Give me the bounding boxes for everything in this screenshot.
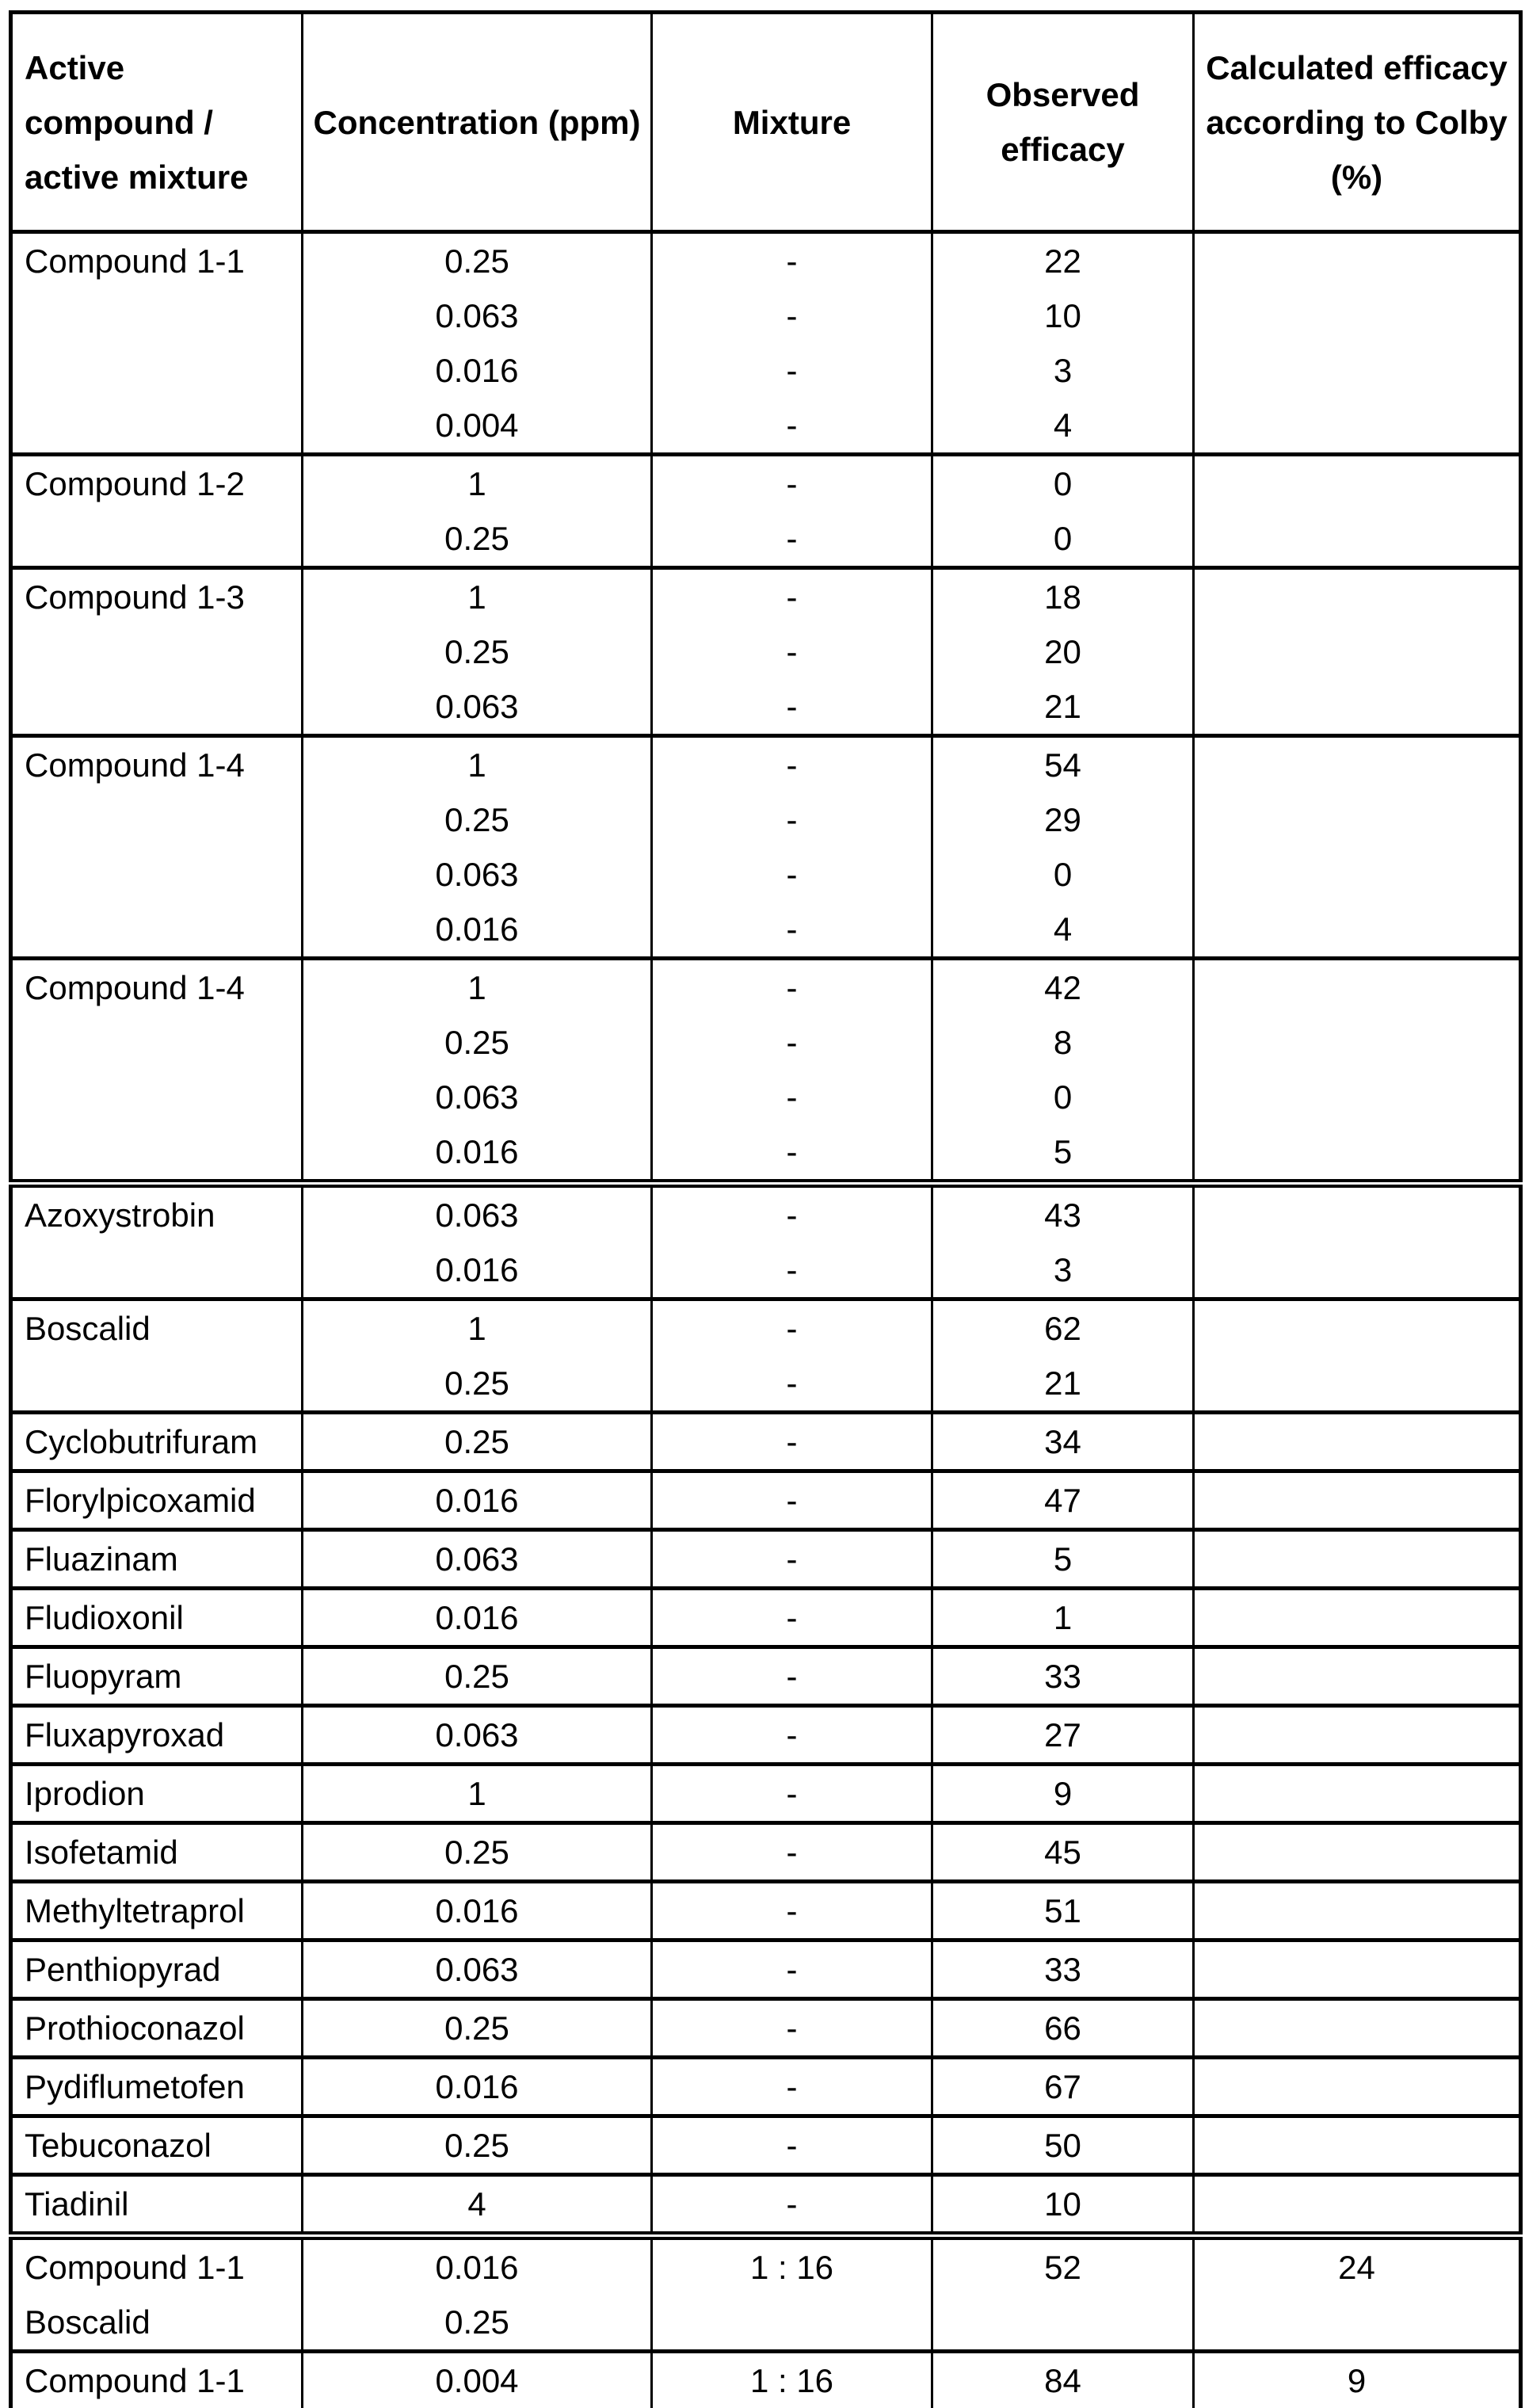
mixture-cell: - — [652, 679, 932, 736]
table-row — [11, 1706, 1521, 1765]
calculated-efficacy-cell — [1194, 1882, 1521, 1941]
table-row — [11, 1015, 1521, 1070]
calculated-efficacy-cell — [1194, 288, 1521, 343]
compound-cell: Compound 1-3 — [11, 568, 303, 625]
compound-cell — [11, 1124, 303, 1184]
compound-cell — [11, 511, 303, 568]
table-row — [11, 679, 1521, 736]
mixture-cell: - — [652, 1070, 932, 1124]
mixture-cell: - — [652, 1706, 932, 1765]
compound-cell: Azoxystrobin — [11, 1184, 303, 1243]
observed-efficacy-cell: 33 — [932, 1941, 1194, 1999]
calculated-efficacy-cell — [1194, 624, 1521, 679]
compound-cell: Fludioxonil — [11, 1589, 303, 1647]
mixture-cell: - — [652, 1413, 932, 1471]
concentration-cell: 1 — [303, 736, 652, 793]
compound-cell: Compound 1-4 — [11, 736, 303, 793]
mixture-cell: - — [652, 2116, 932, 2175]
table-row — [11, 2116, 1521, 2175]
observed-efficacy-cell — [932, 2295, 1194, 2352]
table-row — [11, 2352, 1521, 2408]
mixture-cell: - — [652, 792, 932, 847]
mixture-cell: - — [652, 1765, 932, 1823]
mixture-cell: - — [652, 1941, 932, 1999]
observed-efficacy-cell: 5 — [932, 1530, 1194, 1589]
table-row — [11, 398, 1521, 455]
calculated-efficacy-cell — [1194, 1413, 1521, 1471]
compound-cell: Fluxapyroxad — [11, 1706, 303, 1765]
observed-efficacy-cell: 4 — [932, 902, 1194, 959]
table-row — [11, 2295, 1521, 2352]
table-row — [11, 1589, 1521, 1647]
calculated-efficacy-cell — [1194, 1070, 1521, 1124]
mixture-cell: - — [652, 624, 932, 679]
table-row — [11, 1823, 1521, 1882]
calculated-efficacy-cell — [1194, 1941, 1521, 1999]
compound-cell — [11, 1242, 303, 1299]
observed-efficacy-cell: 33 — [932, 1647, 1194, 1706]
observed-efficacy-cell: 34 — [932, 1413, 1194, 1471]
table-row — [11, 1356, 1521, 1413]
concentration-cell: 0.25 — [303, 1647, 652, 1706]
table-row — [11, 2058, 1521, 2116]
mixture-cell: - — [652, 1882, 932, 1941]
calculated-efficacy-cell — [1194, 2295, 1521, 2352]
table-row — [11, 1999, 1521, 2058]
compound-cell — [11, 288, 303, 343]
header-compound: Active compound / active mixture — [11, 13, 303, 232]
observed-efficacy-cell: 0 — [932, 455, 1194, 512]
observed-efficacy-cell: 8 — [932, 1015, 1194, 1070]
concentration-cell: 0.25 — [303, 232, 652, 289]
calculated-efficacy-cell — [1194, 792, 1521, 847]
calculated-efficacy-cell — [1194, 511, 1521, 568]
table-row — [11, 288, 1521, 343]
mixture-cell: - — [652, 1299, 932, 1357]
calculated-efficacy-cell — [1194, 1589, 1521, 1647]
header-mixture: Mixture — [652, 13, 932, 232]
mixture-cell: - — [652, 1356, 932, 1413]
observed-efficacy-cell: 50 — [932, 2116, 1194, 2175]
concentration-cell: 0.063 — [303, 1941, 652, 1999]
table-row — [11, 1647, 1521, 1706]
calculated-efficacy-cell — [1194, 679, 1521, 736]
calculated-efficacy-cell — [1194, 2116, 1521, 2175]
compound-cell — [11, 847, 303, 902]
concentration-cell: 0.016 — [303, 1242, 652, 1299]
compound-cell — [11, 343, 303, 398]
table-row — [11, 343, 1521, 398]
concentration-cell: 0.016 — [303, 343, 652, 398]
mixture-cell: - — [652, 1184, 932, 1243]
header-calculated-efficacy: Calculated efficacy according to Colby (%) — [1194, 13, 1521, 232]
observed-efficacy-cell: 3 — [932, 1242, 1194, 1299]
compound-cell — [11, 398, 303, 455]
calculated-efficacy-cell — [1194, 1765, 1521, 1823]
concentration-cell: 0.016 — [303, 1471, 652, 1530]
compound-cell: Boscalid — [11, 2295, 303, 2352]
compound-cell: Pydiflumetofen — [11, 2058, 303, 2116]
table-row — [11, 1530, 1521, 1589]
concentration-cell: 1 — [303, 568, 652, 625]
table-row — [11, 568, 1521, 625]
compound-cell — [11, 792, 303, 847]
observed-efficacy-cell: 0 — [932, 511, 1194, 568]
compound-cell: Tebuconazol — [11, 2116, 303, 2175]
calculated-efficacy-cell — [1194, 1823, 1521, 1882]
calculated-efficacy-cell — [1194, 343, 1521, 398]
concentration-cell: 0.016 — [303, 1882, 652, 1941]
compound-cell: Boscalid — [11, 1299, 303, 1357]
mixture-cell: - — [652, 398, 932, 455]
compound-cell — [11, 1356, 303, 1413]
mixture-cell: - — [652, 1242, 932, 1299]
concentration-cell: 0.063 — [303, 288, 652, 343]
compound-cell: Florylpicoxamid — [11, 1471, 303, 1530]
concentration-cell: 0.004 — [303, 398, 652, 455]
efficacy-table — [9, 10, 1523, 2408]
header-row — [11, 13, 1521, 232]
observed-efficacy-cell: 10 — [932, 2175, 1194, 2236]
compound-cell — [11, 1070, 303, 1124]
observed-efficacy-cell: 66 — [932, 1999, 1194, 2058]
observed-efficacy-cell: 45 — [932, 1823, 1194, 1882]
concentration-cell: 0.016 — [303, 902, 652, 959]
calculated-efficacy-cell — [1194, 1184, 1521, 1243]
compound-cell: Iprodion — [11, 1765, 303, 1823]
concentration-cell: 0.25 — [303, 2116, 652, 2175]
mixture-cell: - — [652, 736, 932, 793]
observed-efficacy-cell: 43 — [932, 1184, 1194, 1243]
table-row — [11, 1765, 1521, 1823]
compound-cell: Tiadinil — [11, 2175, 303, 2236]
calculated-efficacy-cell: 24 — [1194, 2236, 1521, 2295]
compound-cell — [11, 679, 303, 736]
observed-efficacy-cell: 47 — [932, 1471, 1194, 1530]
observed-efficacy-cell: 67 — [932, 2058, 1194, 2116]
table-row — [11, 511, 1521, 568]
observed-efficacy-cell: 29 — [932, 792, 1194, 847]
calculated-efficacy-cell — [1194, 1647, 1521, 1706]
mixture-cell: - — [652, 1589, 932, 1647]
calculated-efficacy-cell — [1194, 1015, 1521, 1070]
concentration-cell: 0.016 — [303, 1124, 652, 1184]
concentration-cell: 0.063 — [303, 679, 652, 736]
observed-efficacy-cell: 42 — [932, 959, 1194, 1016]
concentration-cell: 0.25 — [303, 1356, 652, 1413]
observed-efficacy-cell: 18 — [932, 568, 1194, 625]
concentration-cell: 4 — [303, 2175, 652, 2236]
observed-efficacy-cell: 20 — [932, 624, 1194, 679]
compound-cell: Compound 1-2 — [11, 455, 303, 512]
observed-efficacy-cell: 62 — [932, 1299, 1194, 1357]
table-row — [11, 2236, 1521, 2295]
mixture-cell: 1 : 16 — [652, 2352, 932, 2408]
mixture-cell: - — [652, 455, 932, 512]
calculated-efficacy-cell — [1194, 1242, 1521, 1299]
header-concentration: Concentration (ppm) — [303, 13, 652, 232]
compound-cell: Fluazinam — [11, 1530, 303, 1589]
compound-cell: Compound 1-1 — [11, 2236, 303, 2295]
mixture-cell: - — [652, 959, 932, 1016]
observed-efficacy-cell: 3 — [932, 343, 1194, 398]
mixture-cell: - — [652, 1015, 932, 1070]
concentration-cell: 0.25 — [303, 624, 652, 679]
mixture-cell: - — [652, 1647, 932, 1706]
concentration-cell: 1 — [303, 959, 652, 1016]
table-row — [11, 1471, 1521, 1530]
mixture-cell: - — [652, 1124, 932, 1184]
observed-efficacy-cell: 9 — [932, 1765, 1194, 1823]
mixture-cell: - — [652, 1471, 932, 1530]
observed-efficacy-cell: 52 — [932, 2236, 1194, 2295]
observed-efficacy-cell: 0 — [932, 1070, 1194, 1124]
compound-cell — [11, 624, 303, 679]
calculated-efficacy-cell — [1194, 847, 1521, 902]
observed-efficacy-cell: 22 — [932, 232, 1194, 289]
concentration-cell: 0.063 — [303, 1706, 652, 1765]
calculated-efficacy-cell — [1194, 959, 1521, 1016]
compound-cell: Cyclobutrifuram — [11, 1413, 303, 1471]
concentration-cell: 0.063 — [303, 1070, 652, 1124]
calculated-efficacy-cell — [1194, 1999, 1521, 2058]
compound-cell: Isofetamid — [11, 1823, 303, 1882]
compound-cell: Prothioconazol — [11, 1999, 303, 2058]
calculated-efficacy-cell — [1194, 568, 1521, 625]
concentration-cell: 0.016 — [303, 2236, 652, 2295]
table-row — [11, 847, 1521, 902]
compound-cell: Penthiopyrad — [11, 1941, 303, 1999]
concentration-cell: 0.25 — [303, 792, 652, 847]
concentration-cell: 0.25 — [303, 1999, 652, 2058]
calculated-efficacy-cell — [1194, 1471, 1521, 1530]
observed-efficacy-cell: 4 — [932, 398, 1194, 455]
calculated-efficacy-cell — [1194, 1299, 1521, 1357]
mixture-cell: - — [652, 343, 932, 398]
mixture-cell: - — [652, 847, 932, 902]
calculated-efficacy-cell: 9 — [1194, 2352, 1521, 2408]
table-row — [11, 959, 1521, 1016]
mixture-cell — [652, 2295, 932, 2352]
mixture-cell: - — [652, 1823, 932, 1882]
concentration-cell: 0.25 — [303, 511, 652, 568]
table-row — [11, 1413, 1521, 1471]
calculated-efficacy-cell — [1194, 1356, 1521, 1413]
mixture-cell: - — [652, 1530, 932, 1589]
calculated-efficacy-cell — [1194, 902, 1521, 959]
table-row — [11, 736, 1521, 793]
header-observed-efficacy: Observed efficacy — [932, 13, 1194, 232]
table-row — [11, 1882, 1521, 1941]
table-row — [11, 1124, 1521, 1184]
observed-efficacy-cell: 5 — [932, 1124, 1194, 1184]
concentration-cell: 0.016 — [303, 2058, 652, 2116]
table-row — [11, 455, 1521, 512]
mixture-cell: - — [652, 902, 932, 959]
mixture-cell: - — [652, 1999, 932, 2058]
table-row — [11, 1242, 1521, 1299]
calculated-efficacy-cell — [1194, 455, 1521, 512]
concentration-cell: 0.25 — [303, 2295, 652, 2352]
concentration-cell: 1 — [303, 1299, 652, 1357]
table-row — [11, 1070, 1521, 1124]
compound-cell: Fluopyram — [11, 1647, 303, 1706]
calculated-efficacy-cell — [1194, 232, 1521, 289]
mixture-cell: - — [652, 2175, 932, 2236]
mixture-cell: - — [652, 568, 932, 625]
concentration-cell: 1 — [303, 455, 652, 512]
concentration-cell: 0.063 — [303, 847, 652, 902]
table-body — [11, 232, 1521, 2408]
compound-cell — [11, 1015, 303, 1070]
table-row — [11, 624, 1521, 679]
observed-efficacy-cell: 27 — [932, 1706, 1194, 1765]
concentration-cell: 0.016 — [303, 1589, 652, 1647]
concentration-cell: 0.25 — [303, 1823, 652, 1882]
observed-efficacy-cell: 0 — [932, 847, 1194, 902]
concentration-cell: 0.25 — [303, 1015, 652, 1070]
observed-efficacy-cell: 10 — [932, 288, 1194, 343]
compound-cell: Compound 1-1 — [11, 232, 303, 289]
compound-cell: Compound 1-1 — [11, 2352, 303, 2408]
table-row — [11, 1299, 1521, 1357]
observed-efficacy-cell: 54 — [932, 736, 1194, 793]
concentration-cell: 0.063 — [303, 1530, 652, 1589]
compound-cell — [11, 902, 303, 959]
calculated-efficacy-cell — [1194, 398, 1521, 455]
observed-efficacy-cell: 21 — [932, 679, 1194, 736]
compound-cell: Compound 1-4 — [11, 959, 303, 1016]
table-row — [11, 792, 1521, 847]
table-row — [11, 1184, 1521, 1243]
observed-efficacy-cell: 21 — [932, 1356, 1194, 1413]
mixture-cell: - — [652, 288, 932, 343]
calculated-efficacy-cell — [1194, 1530, 1521, 1589]
concentration-cell: 0.063 — [303, 1184, 652, 1243]
calculated-efficacy-cell — [1194, 736, 1521, 793]
table-row — [11, 232, 1521, 289]
mixture-cell: - — [652, 2058, 932, 2116]
observed-efficacy-cell: 1 — [932, 1589, 1194, 1647]
observed-efficacy-cell: 84 — [932, 2352, 1194, 2408]
concentration-cell: 0.25 — [303, 1413, 652, 1471]
table-row — [11, 1941, 1521, 1999]
compound-cell: Methyltetraprol — [11, 1882, 303, 1941]
observed-efficacy-cell: 51 — [932, 1882, 1194, 1941]
calculated-efficacy-cell — [1194, 2175, 1521, 2236]
mixture-cell: 1 : 16 — [652, 2236, 932, 2295]
mixture-cell: - — [652, 232, 932, 289]
concentration-cell: 0.004 — [303, 2352, 652, 2408]
table-row — [11, 2175, 1521, 2236]
calculated-efficacy-cell — [1194, 1706, 1521, 1765]
calculated-efficacy-cell — [1194, 1124, 1521, 1184]
concentration-cell: 1 — [303, 1765, 652, 1823]
calculated-efficacy-cell — [1194, 2058, 1521, 2116]
mixture-cell: - — [652, 511, 932, 568]
table-row — [11, 902, 1521, 959]
